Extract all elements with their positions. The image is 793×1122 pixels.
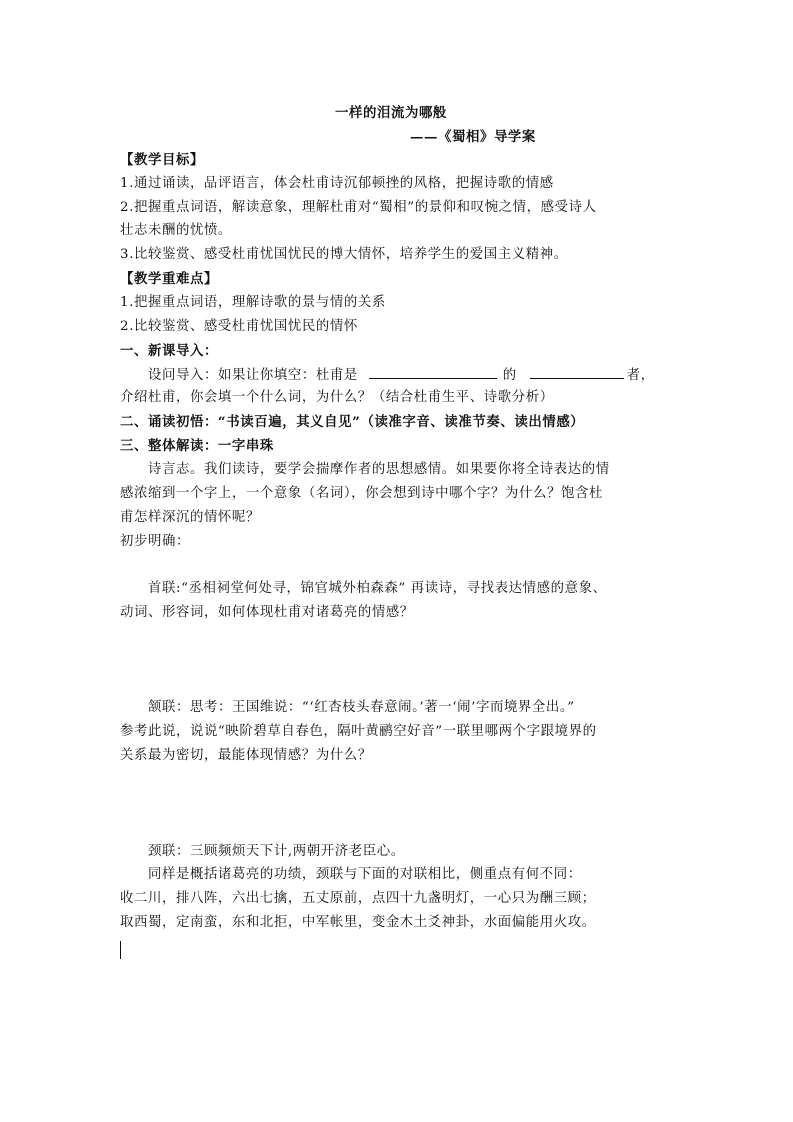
couplet1-question: 首联:“丞相祠堂何处寻，锦官城外柏森森” 再读诗，寻找表达情感的意象、 bbox=[148, 581, 607, 596]
objectives-heading: 【教学目标】 bbox=[120, 152, 204, 168]
section3-paragraph: 甫怎样深沉的情怀呢？ bbox=[120, 510, 260, 525]
intro-question-text: 设问导入：如果让你填空：杜甫是 bbox=[148, 368, 358, 383]
objective-item: 3.比较鉴赏、感受杜甫忧国忧民的博大情怀，培养学生的爱国主义精神。 bbox=[120, 247, 568, 262]
clarify-label: 初步明确： bbox=[120, 534, 190, 549]
couplet2-question: 颔联：思考：王国维说：“‘红杏枝头春意闹。’著一‘闹’字而境界全出。” bbox=[148, 700, 575, 715]
text-cursor bbox=[120, 941, 121, 959]
document-subtitle: ——《蜀相》导学案 bbox=[410, 129, 536, 145]
intro-connector: 的 bbox=[502, 368, 517, 383]
fill-blank-1[interactable] bbox=[369, 364, 497, 379]
key-points-heading: 【教学重难点】 bbox=[120, 271, 218, 287]
intro-question-line bbox=[148, 364, 655, 387]
couplet3-verse: 收二川，排八阵，六出七擒，五丈原前，点四十九盏明灯，一心只为酬三顾； bbox=[120, 891, 596, 906]
document-title: 一样的泪流为哪般 bbox=[335, 105, 447, 121]
key-point-item: 1.把握重点词语，理解诗歌的景与情的关系 bbox=[120, 295, 386, 310]
couplet1-question: 动词、形容词，如何体现杜甫对诸葛亮的情感？ bbox=[120, 605, 414, 620]
section3-paragraph: 诗言志。我们读诗，要学会揣摩作者的思想感情。如果要你将全诗表达的情 bbox=[148, 462, 610, 477]
objective-item: 1.通过诵读，品评语言，体会杜甫诗沉郁顿挫的风格，把握诗歌的情感 bbox=[120, 176, 554, 191]
key-point-item: 2.比较鉴赏、感受杜甫忧国忧民的情怀 bbox=[120, 319, 358, 334]
couplet3-line: 颈联：三顾频烦天下计,两朝开济老臣心。 bbox=[148, 844, 405, 859]
objective-item: 2.把握重点词语，解读意象，理解杜甫对“蜀相”的景仰和叹惋之情，感受诗人 bbox=[120, 200, 597, 215]
section3-heading: 三、整体解读：一字串珠 bbox=[120, 438, 274, 454]
couplet2-question: 关系最为密切，最能体现情感？为什么？ bbox=[120, 748, 372, 763]
intro-suffix: 者， bbox=[626, 368, 655, 383]
section1-heading: 一、新课导入： bbox=[120, 343, 218, 359]
couplet3-compare: 同样是概括诸葛亮的功绩，颈联与下面的对联相比，侧重点有何不同： bbox=[148, 867, 582, 882]
objective-item: 壮志未酬的忧愤。 bbox=[120, 223, 232, 238]
fill-blank-2[interactable] bbox=[530, 364, 624, 379]
couplet2-question: 参考此说，说说“映阶碧草自春色，隔叶黄鹂空好音”一联里哪两个字跟境界的 bbox=[120, 724, 597, 739]
couplet3-verse: 取西蜀，定南蛮，东和北拒，中军帐里，变金木土爻神卦，水面偏能用火攻。 bbox=[120, 915, 596, 930]
intro-question-line2: 介绍杜甫，你会填一个什么词，为什么？（结合杜甫生平、诗歌分析） bbox=[120, 390, 554, 405]
section2-heading: 二、诵读初悟：“书读百遍，其义自见”（读准字音、读准节奏、读出情感） bbox=[120, 414, 585, 430]
section3-paragraph: 感浓缩到一个字上，一个意象（名词），你会想到诗中哪个字？为什么？饱含杜 bbox=[120, 486, 603, 501]
